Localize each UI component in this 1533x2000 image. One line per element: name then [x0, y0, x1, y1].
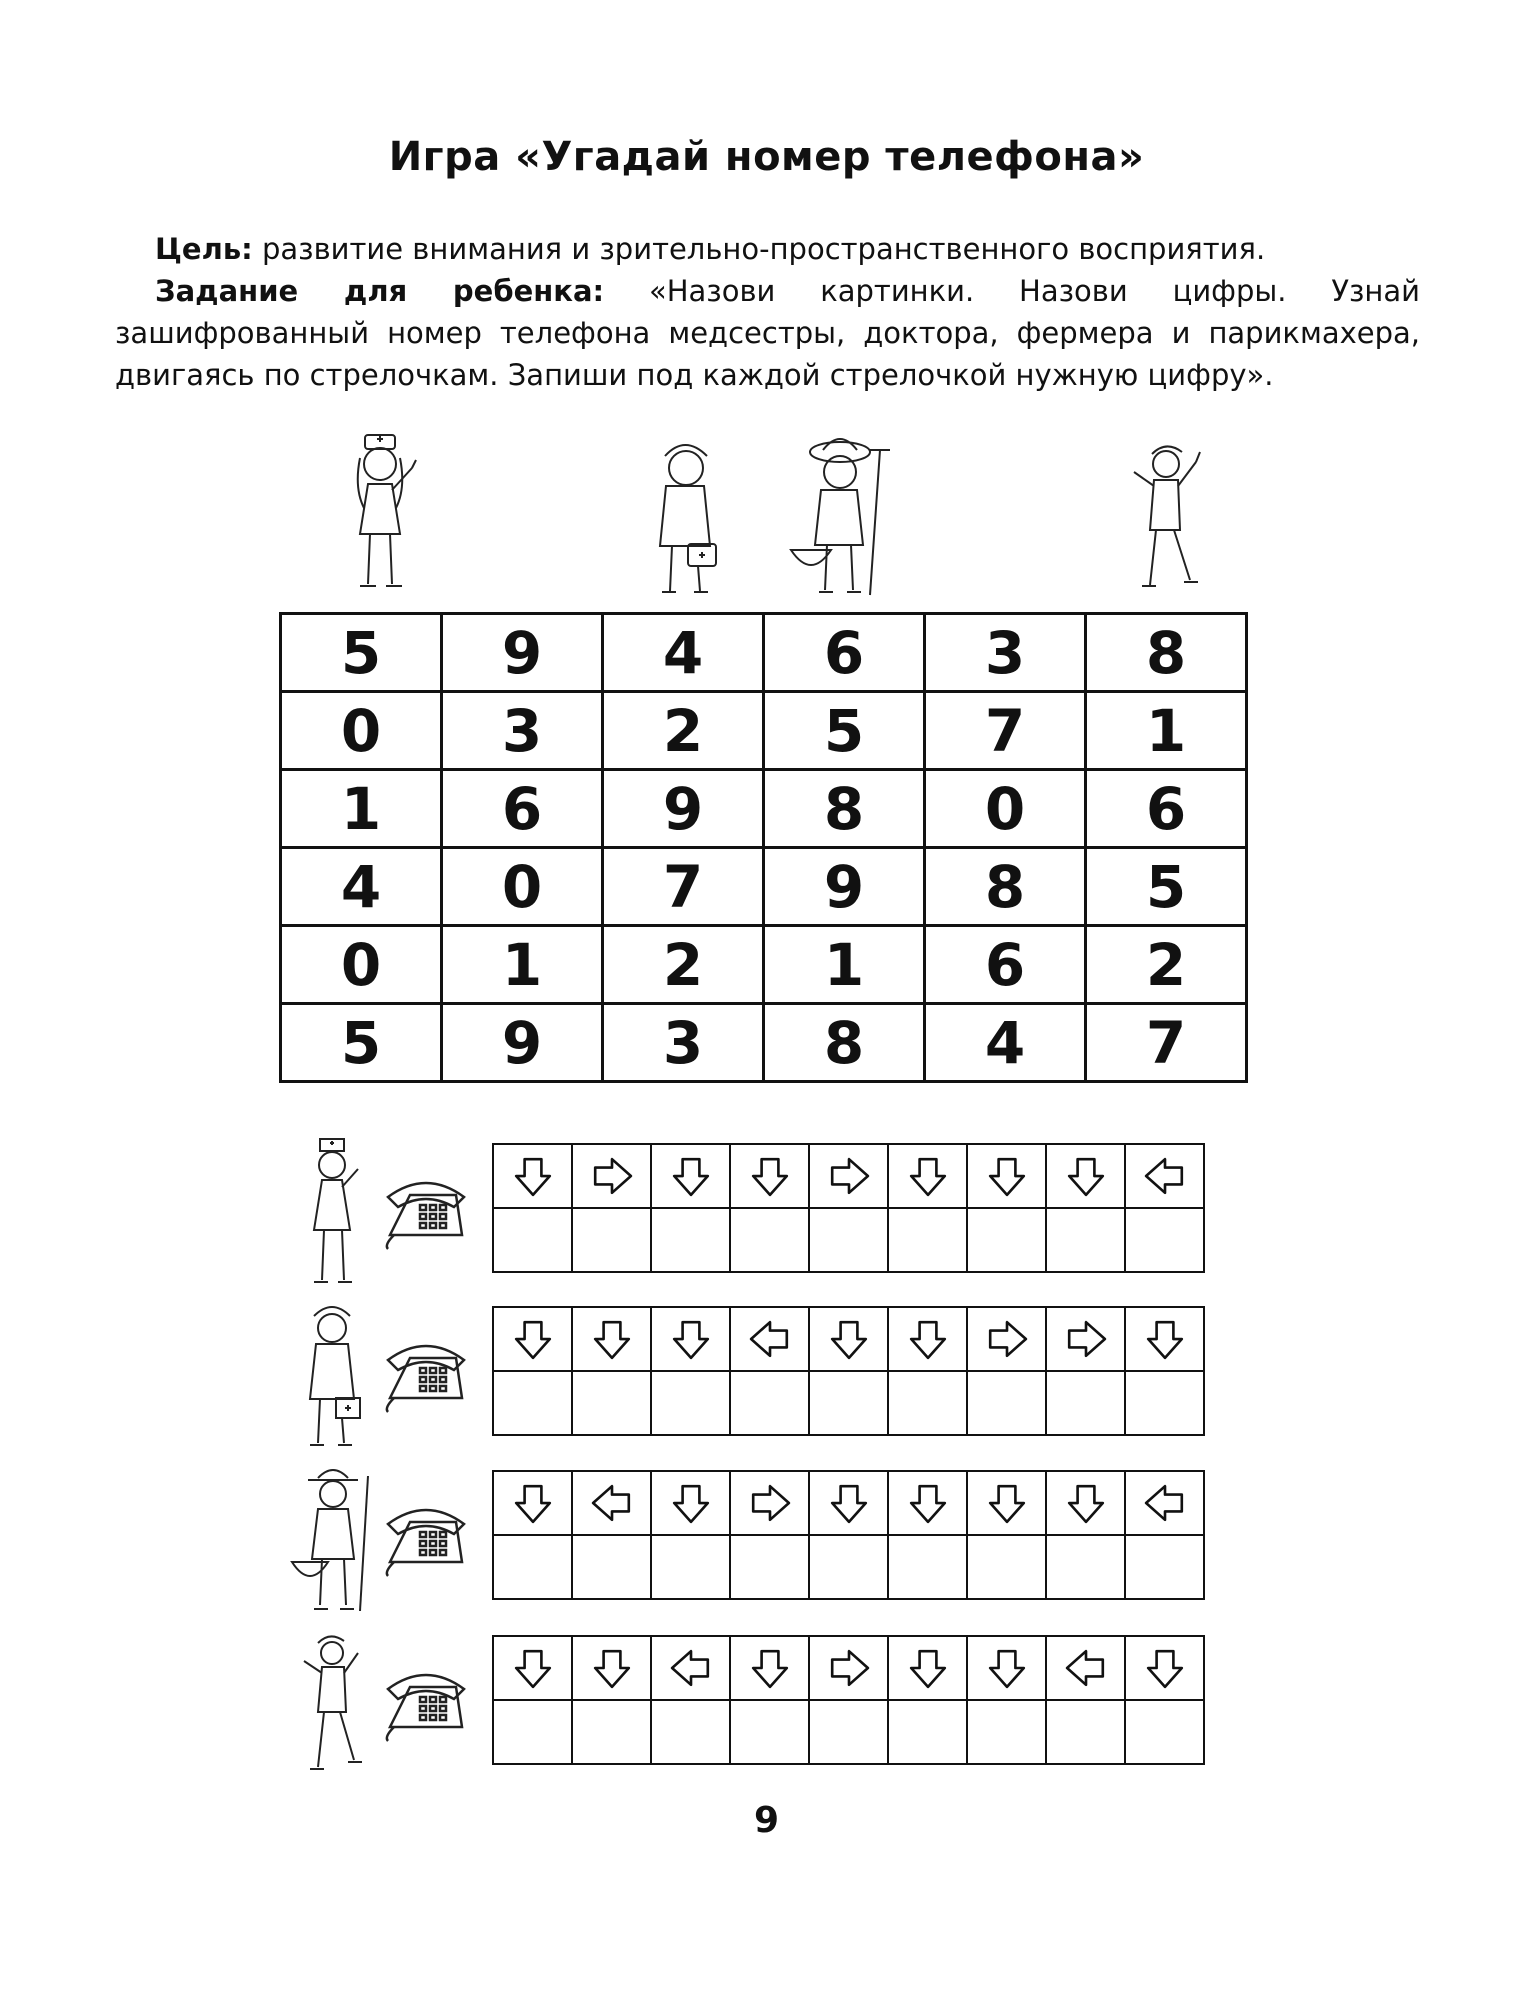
arrow-cell [730, 1636, 809, 1700]
grid-row [281, 692, 1247, 770]
arrow-cell [888, 1307, 967, 1371]
arrow-left-icon [1065, 1647, 1107, 1689]
arrow-cell [572, 1471, 651, 1535]
grid-cell: 6 [925, 926, 1086, 1004]
code-row-doctor [0, 1298, 1533, 1463]
arrow-cell [809, 1307, 888, 1371]
arrow-cell [888, 1471, 967, 1535]
answer-row [493, 1700, 1204, 1764]
arrow-down-icon [907, 1318, 949, 1360]
arrow-cell [1125, 1471, 1204, 1535]
code-table [492, 1306, 1205, 1436]
arrow-down-icon [828, 1318, 870, 1360]
arrow-down-icon [1144, 1318, 1186, 1360]
answer-cell[interactable] [1046, 1371, 1125, 1435]
grid-cell: 7 [1086, 1004, 1247, 1082]
arrow-row [493, 1307, 1204, 1371]
answer-row [493, 1535, 1204, 1599]
grid-cell: 7 [603, 848, 764, 926]
arrow-down-icon [1065, 1155, 1107, 1197]
answer-row [493, 1208, 1204, 1272]
doctor-icon [290, 1298, 380, 1453]
answer-cell[interactable] [730, 1371, 809, 1435]
answer-cell[interactable] [888, 1208, 967, 1272]
answer-cell[interactable] [651, 1371, 730, 1435]
answer-cell[interactable] [967, 1208, 1046, 1272]
answer-cell[interactable] [493, 1535, 572, 1599]
arrow-down-icon [986, 1647, 1028, 1689]
arrow-row [493, 1636, 1204, 1700]
grid-cell: 1 [442, 926, 603, 1004]
answer-cell[interactable] [493, 1700, 572, 1764]
code-table [492, 1470, 1205, 1600]
arrow-cell [1046, 1636, 1125, 1700]
grid-row [281, 1004, 1247, 1082]
arrow-cell [809, 1144, 888, 1208]
answer-cell[interactable] [809, 1371, 888, 1435]
grid-cell: 6 [442, 770, 603, 848]
answer-cell[interactable] [809, 1700, 888, 1764]
arrow-down-icon [907, 1155, 949, 1197]
telephone-icon [380, 1667, 470, 1742]
page-title: Игра «Угадай номер телефона» [388, 134, 1145, 180]
arrow-down-icon [907, 1482, 949, 1524]
arrow-right-icon [828, 1647, 870, 1689]
grid-cell: 6 [764, 614, 925, 692]
grid-cell: 6 [1086, 770, 1247, 848]
answer-cell[interactable] [730, 1208, 809, 1272]
arrow-down-icon [828, 1482, 870, 1524]
digit-grid [279, 612, 1248, 1083]
telephone-icon [380, 1175, 470, 1250]
arrow-down-icon [670, 1318, 712, 1360]
telephone-icon [380, 1502, 470, 1577]
goal-text: развитие внимания и зрительно-пространственного восприятия. [252, 232, 1266, 266]
code-table [492, 1635, 1205, 1765]
arrow-row [493, 1144, 1204, 1208]
arrow-cell [651, 1471, 730, 1535]
hairdresser-icon [290, 1627, 380, 1782]
answer-cell[interactable] [651, 1535, 730, 1599]
grid-cell: 3 [442, 692, 603, 770]
arrow-cell [967, 1307, 1046, 1371]
arrow-down-icon [591, 1318, 633, 1360]
arrow-down-icon [986, 1155, 1028, 1197]
arrow-right-icon [828, 1155, 870, 1197]
arrow-row [493, 1471, 1204, 1535]
arrow-cell [730, 1144, 809, 1208]
arrow-cell [1046, 1471, 1125, 1535]
grid-cell: 0 [281, 926, 442, 1004]
arrow-cell [809, 1471, 888, 1535]
arrow-cell [967, 1144, 1046, 1208]
grid-cell: 0 [281, 692, 442, 770]
answer-cell[interactable] [1046, 1700, 1125, 1764]
arrow-right-icon [1065, 1318, 1107, 1360]
arrow-cell [888, 1144, 967, 1208]
answer-cell[interactable] [888, 1371, 967, 1435]
arrow-cell [651, 1144, 730, 1208]
arrow-cell [572, 1307, 651, 1371]
grid-cell: 0 [925, 770, 1086, 848]
grid-cell: 1 [764, 926, 925, 1004]
answer-cell[interactable] [730, 1535, 809, 1599]
arrow-left-icon [749, 1318, 791, 1360]
grid-cell: 4 [281, 848, 442, 926]
character-lineup [0, 430, 1533, 605]
grid-cell: 9 [442, 614, 603, 692]
grid-cell: 2 [1086, 926, 1247, 1004]
grid-row [281, 614, 1247, 692]
grid-cell: 3 [925, 614, 1086, 692]
grid-row [281, 848, 1247, 926]
code-table [492, 1143, 1205, 1273]
arrow-left-icon [591, 1482, 633, 1524]
grid-cell: 4 [925, 1004, 1086, 1082]
grid-cell: 5 [281, 1004, 442, 1082]
arrow-down-icon [512, 1647, 554, 1689]
arrow-right-icon [749, 1482, 791, 1524]
arrow-cell [493, 1144, 572, 1208]
task-paragraph [115, 270, 1420, 396]
grid-cell: 0 [442, 848, 603, 926]
arrow-cell [809, 1636, 888, 1700]
answer-cell[interactable] [888, 1535, 967, 1599]
grid-cell: 9 [764, 848, 925, 926]
answer-cell[interactable] [493, 1208, 572, 1272]
arrow-right-icon [591, 1155, 633, 1197]
hairdresser-icon [1120, 436, 1210, 601]
arrow-left-icon [1144, 1155, 1186, 1197]
arrow-cell [967, 1636, 1046, 1700]
arrow-cell [1046, 1144, 1125, 1208]
grid-cell: 8 [764, 1004, 925, 1082]
answer-cell[interactable] [572, 1700, 651, 1764]
arrow-cell [888, 1636, 967, 1700]
answer-cell[interactable] [730, 1700, 809, 1764]
answer-cell[interactable] [888, 1700, 967, 1764]
answer-cell[interactable] [572, 1535, 651, 1599]
arrow-cell [493, 1471, 572, 1535]
doctor-icon [640, 434, 730, 599]
grid-row [281, 770, 1247, 848]
arrow-down-icon [1065, 1482, 1107, 1524]
arrow-down-icon [512, 1155, 554, 1197]
arrow-cell [1125, 1307, 1204, 1371]
grid-cell: 2 [603, 692, 764, 770]
grid-cell: 8 [925, 848, 1086, 926]
arrow-right-icon [986, 1318, 1028, 1360]
task-label: Задание для ребенка: [155, 274, 605, 308]
answer-cell[interactable] [1125, 1700, 1204, 1764]
arrow-cell [1125, 1636, 1204, 1700]
answer-cell[interactable] [1125, 1208, 1204, 1272]
answer-cell[interactable] [967, 1371, 1046, 1435]
code-row-hairdresser [0, 1627, 1533, 1792]
grid-cell: 9 [442, 1004, 603, 1082]
grid-row [281, 926, 1247, 1004]
telephone-icon [380, 1338, 470, 1413]
code-row-farmer [0, 1462, 1533, 1627]
answer-cell[interactable] [809, 1535, 888, 1599]
arrow-cell [651, 1636, 730, 1700]
arrow-down-icon [670, 1482, 712, 1524]
farmer-icon [290, 1462, 380, 1617]
arrow-cell [730, 1307, 809, 1371]
arrow-down-icon [749, 1647, 791, 1689]
answer-cell[interactable] [967, 1700, 1046, 1764]
nurse-icon [290, 1135, 380, 1290]
grid-cell: 2 [603, 926, 764, 1004]
arrow-down-icon [591, 1647, 633, 1689]
answer-cell[interactable] [651, 1700, 730, 1764]
nurse-icon [330, 430, 430, 600]
grid-cell: 8 [1086, 614, 1247, 692]
grid-cell: 8 [764, 770, 925, 848]
grid-cell: 1 [281, 770, 442, 848]
arrow-down-icon [512, 1482, 554, 1524]
arrow-cell [1046, 1307, 1125, 1371]
arrow-cell [493, 1307, 572, 1371]
answer-cell[interactable] [1125, 1371, 1204, 1435]
arrow-down-icon [670, 1155, 712, 1197]
arrow-down-icon [749, 1155, 791, 1197]
answer-cell[interactable] [809, 1208, 888, 1272]
answer-cell[interactable] [651, 1208, 730, 1272]
arrow-cell [651, 1307, 730, 1371]
grid-cell: 5 [1086, 848, 1247, 926]
arrow-cell [572, 1144, 651, 1208]
arrow-down-icon [907, 1647, 949, 1689]
goal-label: Цель: [155, 232, 253, 266]
task-text: «Назови картинки. Назови цифры. Узнай зашифрованный номер телефона медсестры, доктора, фермера и парикмахера, двигаясь по стрелочкам. Запиши под каждой стрелочкой нужную цифру». [115, 274, 1420, 392]
answer-cell[interactable] [1125, 1535, 1204, 1599]
grid-cell: 4 [603, 614, 764, 692]
grid-cell: 1 [1086, 692, 1247, 770]
goal-paragraph [115, 228, 1420, 270]
arrow-cell [1125, 1144, 1204, 1208]
answer-cell[interactable] [572, 1208, 651, 1272]
arrow-cell [967, 1471, 1046, 1535]
grid-cell: 3 [603, 1004, 764, 1082]
answer-row [493, 1371, 1204, 1435]
answer-cell[interactable] [1046, 1208, 1125, 1272]
answer-cell[interactable] [967, 1535, 1046, 1599]
answer-cell[interactable] [572, 1371, 651, 1435]
arrow-down-icon [512, 1318, 554, 1360]
arrow-down-icon [986, 1482, 1028, 1524]
grid-cell: 5 [281, 614, 442, 692]
answer-cell[interactable] [493, 1371, 572, 1435]
code-row-nurse [0, 1135, 1533, 1300]
arrow-left-icon [670, 1647, 712, 1689]
arrow-cell [572, 1636, 651, 1700]
answer-cell[interactable] [1046, 1535, 1125, 1599]
farmer-icon [785, 430, 905, 600]
arrow-left-icon [1144, 1482, 1186, 1524]
arrow-cell [493, 1636, 572, 1700]
arrow-down-icon [1144, 1647, 1186, 1689]
arrow-cell [730, 1471, 809, 1535]
page-number: 9 [753, 1800, 780, 1841]
grid-cell: 9 [603, 770, 764, 848]
grid-cell: 5 [764, 692, 925, 770]
grid-cell: 7 [925, 692, 1086, 770]
